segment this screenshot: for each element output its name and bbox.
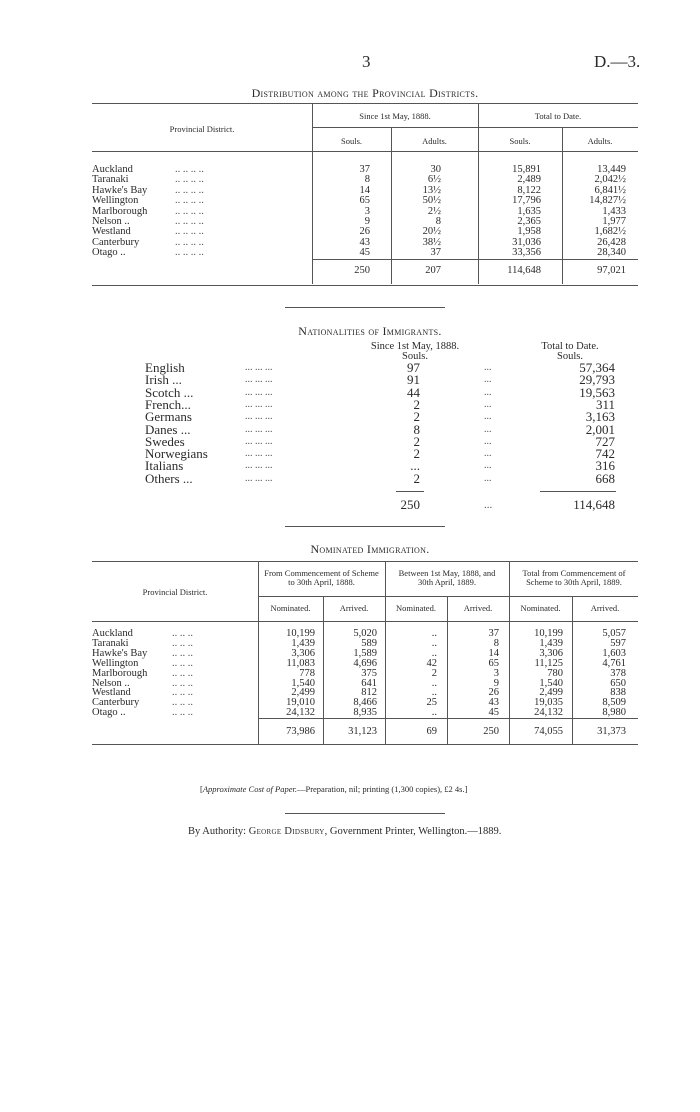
dot-leader: .. .. .. (172, 707, 193, 719)
nominated-cell-g1a: 5,020 (353, 628, 377, 639)
nominated-cell-g2n: 42 (426, 657, 437, 669)
district-name: Auckland (92, 164, 133, 175)
nominated-g3-col-nominated: Nominated. (520, 603, 561, 613)
district-name: Canterbury (92, 697, 140, 709)
dot-leader: ... (484, 448, 492, 460)
nationality-total: 29,793 (579, 372, 615, 388)
total-adults-cell: 26,428 (597, 236, 626, 248)
cost-note: [Approximate Cost of Paper.—Preparation, nil; printing (1,300 copies), £2 4s.] (200, 784, 468, 794)
district-name: Taranaki (92, 174, 129, 186)
nationality-since: 44 (407, 384, 420, 400)
nominated-g2-col-arrived: Arrived. (463, 603, 493, 613)
distribution-total-since-souls: 250 (354, 265, 370, 276)
dot-leader: ... ... ... (245, 460, 273, 472)
nationalities-total-since: 250 (400, 497, 420, 512)
nationality-total: 742 (595, 446, 615, 462)
nominated-total-g1n: 73,986 (286, 726, 315, 737)
distribution-col-souls-since: Souls. (340, 136, 363, 146)
district-name: Canterbury (92, 236, 140, 248)
nominated-g2-col-nominated: Nominated. (396, 603, 436, 613)
total-souls-cell: 33,356 (512, 247, 541, 259)
nominated-cell-g2n: .. (431, 687, 437, 699)
total-souls-cell: 17,796 (512, 195, 541, 207)
dot-leader: .. .. .. (172, 637, 193, 649)
dot-leader: ... ... ... (245, 362, 273, 373)
district-name: Westland (92, 226, 131, 238)
nominated-cell-g3n: 10,199 (534, 628, 563, 639)
nominated-cell-g3n: 11,125 (534, 657, 563, 669)
nominated-cell-g1a: 641 (361, 677, 377, 689)
nationality-since: ... (410, 458, 420, 474)
nationalities-col-total: Total to Date. (541, 341, 599, 352)
nationality-name: Irish ... (145, 372, 182, 388)
dot-leader: .. .. .. .. (175, 164, 204, 175)
dot-leader: .. .. .. (172, 687, 193, 699)
nationality-total: 727 (595, 433, 615, 449)
nominated-cell-g2a: 45 (488, 707, 499, 719)
nominated-cell-g1a: 4,696 (353, 657, 377, 669)
total-adults-cell: 1,682½ (594, 226, 626, 238)
total-souls-cell: 15,891 (512, 164, 541, 175)
nominated-cell-g1a: 8,466 (353, 697, 377, 709)
nationality-name: Norwegians (145, 446, 208, 462)
total-adults-cell: 6,841½ (594, 184, 626, 196)
nominated-cell-g3a: 650 (610, 677, 626, 689)
nominated-total-g3n: 74,055 (534, 726, 563, 737)
distribution-group-total: Total to Date. (534, 111, 582, 121)
dot-leader: ... (484, 362, 492, 373)
district-name: Otago .. (92, 707, 126, 719)
total-adults-cell: 14,827½ (589, 195, 626, 207)
nominated-cell-g2n: .. (431, 707, 437, 719)
nominated-cell-g2n: .. (431, 637, 437, 649)
nominated-group1: From Commencement of Scheme to 30th April, 1888. (264, 568, 379, 587)
nationality-name: Others ... (145, 470, 193, 486)
dot-leader: ... (484, 374, 492, 386)
nationality-since: 2 (413, 396, 420, 412)
district-name: Auckland (92, 628, 133, 639)
nationality-total: 2,001 (585, 421, 615, 437)
total-souls-cell: 1,635 (517, 205, 541, 217)
nominated-cell-g1n: 19,010 (286, 697, 315, 709)
dot-leader: .. .. .. (172, 697, 193, 709)
nominated-cell-g1n: 11,083 (286, 657, 315, 669)
dot-leader: .. .. .. (172, 647, 193, 659)
nominated-cell-g3a: 8,509 (602, 697, 626, 709)
dot-leader: ... (484, 411, 492, 423)
nominated-cell-g1a: 375 (361, 667, 377, 679)
authority-rest: , Government Printer, Wellington.—1889. (324, 826, 502, 837)
dot-leader: .. .. .. .. (175, 216, 204, 227)
nationality-total: 3,163 (585, 409, 615, 425)
since-adults-cell: 30 (430, 164, 441, 175)
nominated-cell-g3a: 1,603 (602, 647, 626, 659)
nominated-cell-g1n: 1,540 (291, 677, 315, 689)
nationalities-total-total: 114,648 (573, 497, 615, 512)
nominated-cell-g3n: 2,499 (539, 687, 563, 699)
nominated-cell-g3n: 1,540 (539, 677, 563, 689)
dot-leader: ... (484, 435, 492, 447)
nationality-total: 19,563 (579, 384, 615, 400)
nominated-cell-g3a: 8,980 (602, 707, 626, 719)
district-name: Hawke's Bay (92, 184, 148, 196)
district-name: Marlborough (92, 205, 148, 217)
dot-leader: ... (484, 398, 492, 410)
total-adults-cell: 1,433 (602, 205, 626, 217)
nominated-cell-g1n: 24,132 (286, 707, 315, 719)
nominated-cell-g2a: 37 (488, 628, 499, 639)
since-souls-cell: 26 (359, 226, 370, 238)
since-souls-cell: 43 (359, 236, 370, 248)
nominated-cell-g3n: 24,132 (534, 707, 563, 719)
dot-leader: ... ... ... (245, 435, 273, 447)
authority-prefix: By Authority: (188, 826, 249, 837)
nominated-g3-col-arrived: Arrived. (590, 603, 620, 613)
district-name: Hawke's Bay (92, 647, 148, 659)
district-name: Marlborough (92, 667, 148, 679)
nominated-cell-g3a: 4,761 (602, 657, 626, 669)
dot-leader: .. .. .. (172, 667, 193, 679)
distribution-total-adults: 97,021 (597, 265, 626, 276)
nominated-g1-col-arrived: Arrived. (339, 603, 369, 613)
nationalities-col-since: Since 1st May, 1888. (370, 341, 460, 352)
nominated-cell-g3n: 3,306 (539, 647, 563, 659)
nominated-cell-g2n: .. (431, 677, 437, 689)
nominated-total-g1a: 31,123 (348, 726, 377, 737)
nominated-group2: Between 1st May, 1888, and 30th April, 1889. (398, 568, 496, 587)
nationality-since: 2 (413, 470, 420, 486)
since-adults-cell: 37 (430, 247, 441, 259)
nominated-title: Nominated Immigration. (310, 542, 430, 556)
distribution-title: Distribution among the Provincial Districts. (251, 86, 479, 100)
since-souls-cell: 3 (364, 205, 370, 217)
total-adults-cell: 13,449 (597, 164, 626, 175)
nominated-total-g3a: 31,373 (597, 726, 626, 737)
dot-leader: ... ... ... (245, 374, 273, 386)
dot-leader: ... ... ... (245, 423, 273, 435)
nationality-since: 91 (407, 372, 420, 388)
district-name: Otago .. (92, 247, 126, 259)
dot-leader: .. .. .. .. (175, 226, 204, 238)
since-adults-cell: 20½ (422, 226, 441, 238)
cost-note-label: Approximate Cost of Paper. (202, 784, 297, 794)
since-adults-cell: 13½ (422, 184, 441, 196)
nominated-cell-g2a: 14 (488, 647, 499, 659)
nominated-cell-g2a: 26 (488, 687, 499, 699)
nationality-since: 97 (407, 360, 420, 375)
nominated-cell-g1n: 778 (299, 667, 315, 679)
nationality-since: 2 (413, 446, 420, 462)
nationality-name: Swedes (145, 433, 185, 449)
nationality-name: English (145, 360, 185, 375)
nominated-cell-g1n: 3,306 (291, 647, 315, 659)
nominated-cell-g2n: .. (431, 647, 437, 659)
since-souls-cell: 8 (364, 174, 370, 186)
dot-leader: .. .. .. .. (175, 247, 204, 259)
nominated-cell-g3n: 19,035 (534, 697, 563, 709)
authority-line (188, 826, 501, 837)
nationality-total: 311 (595, 396, 615, 412)
since-adults-cell: 2½ (427, 205, 441, 217)
nationalities-col-total-sub: Souls. (557, 351, 583, 362)
dot-leader: .. .. .. .. (175, 184, 204, 196)
dot-leader: ... ... ... (245, 472, 273, 484)
district-name: Taranaki (92, 637, 129, 649)
nominated-total-g2n: 69 (426, 726, 437, 737)
total-souls-cell: 2,365 (517, 216, 541, 227)
dot-leader: .. .. .. .. (175, 174, 204, 186)
since-adults-cell: 38½ (422, 236, 441, 248)
since-adults-cell: 50½ (422, 195, 441, 207)
nationality-total: 668 (595, 470, 615, 486)
page-number: 3 (362, 52, 371, 71)
district-name: Nelson .. (92, 216, 130, 227)
distribution-total-since-adults: 207 (425, 265, 441, 276)
since-souls-cell: 14 (359, 184, 370, 196)
since-souls-cell: 65 (359, 195, 370, 207)
dot-leader: ... (484, 460, 492, 472)
district-name: Nelson .. (92, 677, 130, 689)
dot-leader: .. .. .. .. (175, 195, 204, 207)
nominated-cell-g2n: 25 (426, 697, 437, 709)
nominated-cell-g3a: 5,057 (602, 628, 626, 639)
nominated-g1-col-nominated: Nominated. (270, 603, 311, 613)
nominated-cell-g1n: 2,499 (291, 687, 315, 699)
nominated-cell-g3n: 780 (547, 667, 563, 679)
document-reference: D.—3. (594, 52, 641, 71)
total-souls-cell: 1,958 (517, 226, 541, 238)
nominated-cell-g1a: 589 (361, 637, 377, 649)
authority-name: George Didsbury (248, 826, 325, 837)
nominated-cell-g2a: 65 (488, 657, 499, 669)
dot-leader: .. .. .. (172, 628, 193, 639)
nominated-cell-g2a: 8 (493, 637, 499, 649)
nominated-cell-g1n: 10,199 (286, 628, 315, 639)
since-souls-cell: 37 (359, 164, 370, 175)
since-souls-cell: 45 (359, 247, 370, 259)
nationalities-total-leader: ... (484, 499, 493, 511)
nationality-name: Germans (145, 409, 192, 425)
total-souls-cell: 8,122 (517, 184, 541, 196)
nationality-since: 2 (413, 433, 420, 449)
nominated-cell-g3a: 838 (610, 687, 626, 699)
cost-note-text: —Preparation, nil; printing (1,300 copies), £2 4s. (296, 784, 465, 794)
nationality-total: 316 (595, 458, 615, 474)
dot-leader: .. .. .. .. (175, 236, 204, 248)
district-name: Wellington (92, 195, 139, 207)
district-name: Westland (92, 687, 131, 699)
dot-leader: ... (484, 423, 492, 435)
dot-leader: ... ... ... (245, 386, 273, 398)
nominated-cell-g2n: 2 (431, 667, 437, 679)
dot-leader: ... ... ... (245, 411, 273, 423)
nationality-since: 2 (413, 409, 420, 425)
nominated-col-district: Provincial District. (142, 587, 208, 597)
dot-leader: .. .. .. (172, 657, 193, 669)
total-adults-cell: 2,042½ (594, 174, 626, 186)
nationality-since: 8 (413, 421, 420, 437)
nominated-cell-g3a: 597 (610, 637, 626, 649)
nominated-cell-g2a: 43 (488, 697, 499, 709)
total-souls-cell: 31,036 (512, 236, 541, 248)
dot-leader: ... (484, 472, 492, 484)
distribution-col-adults-total: Adults. (587, 136, 613, 146)
nominated-group3: Total from Commencement of Scheme to 30th April, 1889. (522, 568, 626, 587)
dot-leader: ... ... ... (245, 448, 273, 460)
nationality-name: French... (145, 396, 191, 412)
total-adults-cell: 1,977 (602, 216, 626, 227)
since-souls-cell: 9 (364, 216, 370, 227)
nominated-cell-g1a: 812 (361, 687, 377, 699)
dot-leader: .. .. .. (172, 677, 193, 689)
since-adults-cell: 8 (435, 216, 441, 227)
nationalities-col-since-sub: Souls. (402, 351, 428, 362)
nominated-cell-g1a: 1,589 (353, 647, 377, 659)
since-adults-cell: 6½ (427, 174, 441, 186)
nominated-cell-g2n: .. (431, 628, 437, 639)
distribution-group-since: Since 1st May, 1888. (359, 111, 431, 121)
nationality-name: Danes ... (145, 421, 191, 437)
nominated-cell-g3n: 1,439 (539, 637, 563, 649)
nationality-name: Scotch ... (145, 384, 194, 400)
dot-leader: ... ... ... (245, 398, 273, 410)
distribution-col-district: Provincial District. (169, 124, 235, 134)
distribution-total-souls: 114,648 (507, 265, 541, 276)
nominated-cell-g1n: 1,439 (291, 637, 315, 649)
total-adults-cell: 28,340 (597, 247, 626, 259)
dot-leader: .. .. .. .. (175, 205, 204, 217)
nationality-name: Italians (145, 458, 184, 474)
district-name: Wellington (92, 657, 139, 669)
total-souls-cell: 2,489 (517, 174, 541, 186)
nominated-total-g2a: 250 (483, 726, 499, 737)
nominated-cell-g2a: 9 (493, 677, 499, 689)
dot-leader: ... (484, 386, 492, 398)
nominated-cell-g3a: 378 (610, 667, 626, 679)
distribution-col-souls-total: Souls. (509, 136, 531, 146)
nominated-cell-g1a: 8,935 (353, 707, 377, 719)
distribution-col-adults-since: Adults. (422, 136, 447, 146)
nationality-total: 57,364 (579, 360, 615, 375)
nationalities-title: Nationalities of Immigrants. (298, 324, 442, 338)
nominated-cell-g2a: 3 (493, 667, 499, 679)
